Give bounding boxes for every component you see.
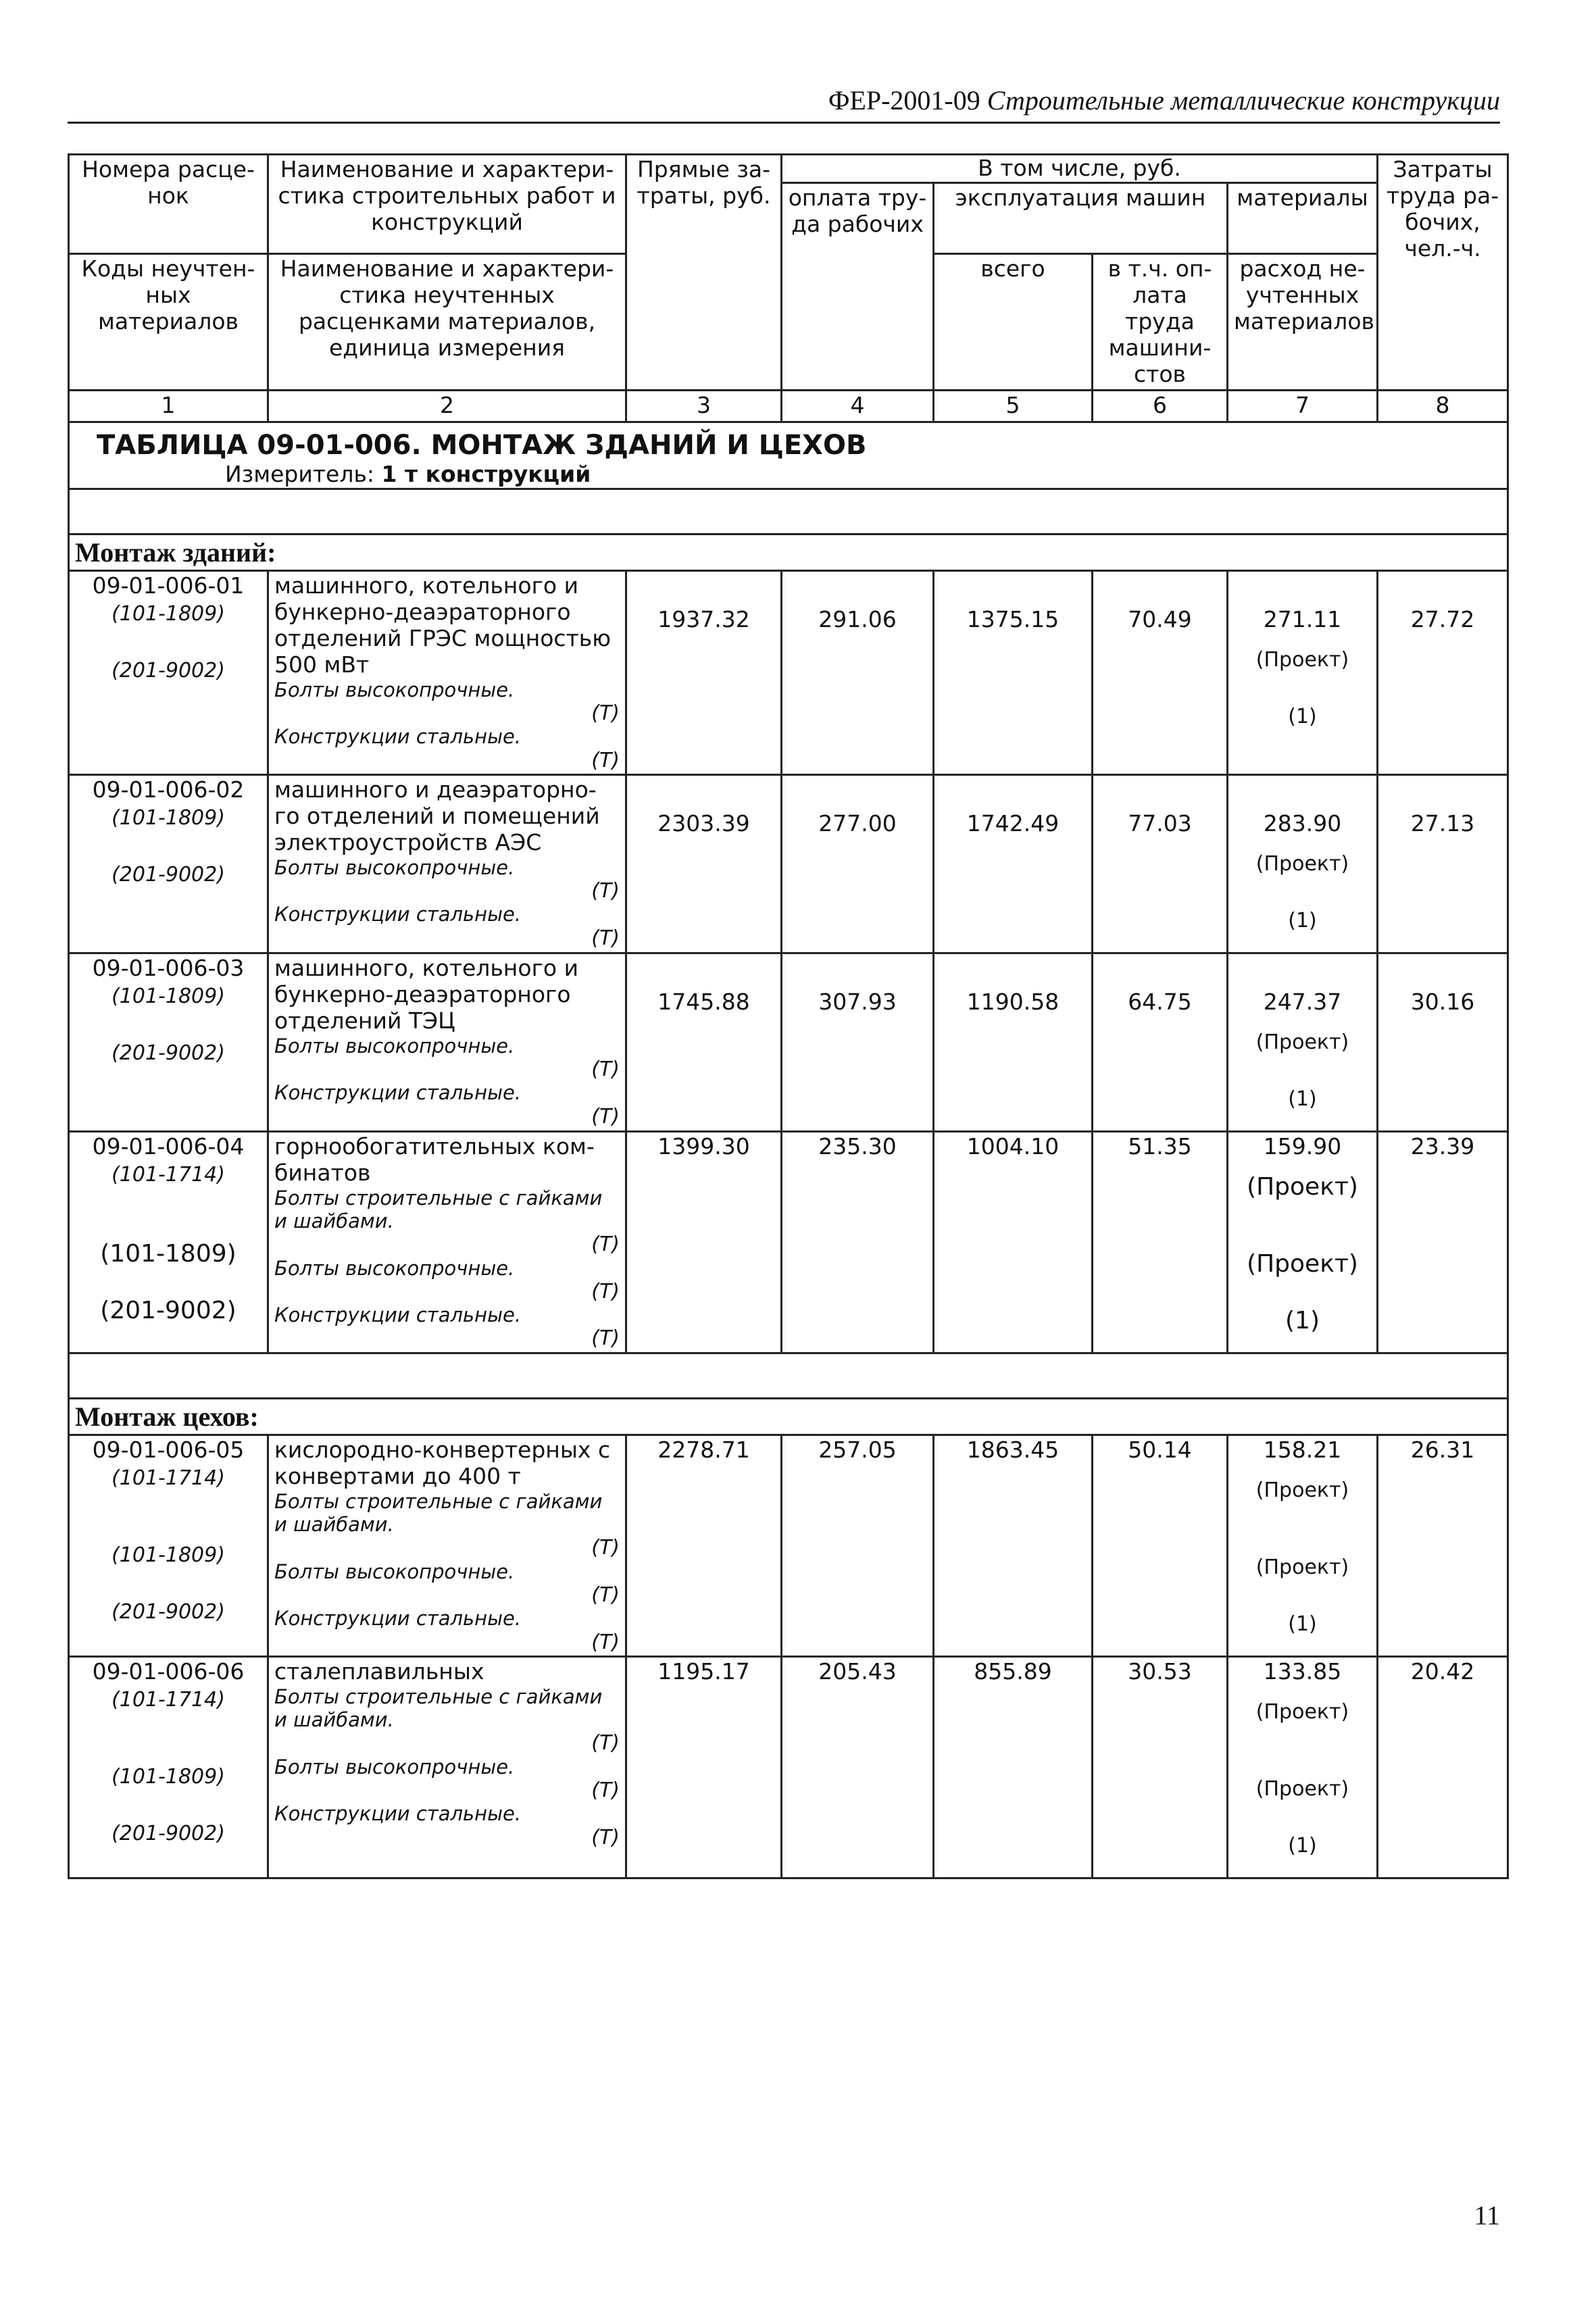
table-row (69, 1656, 1508, 1878)
column-number: 6 (1093, 390, 1228, 422)
material-entry (274, 903, 620, 950)
document-title: Строительные металлические конструкции (987, 85, 1500, 116)
rate-name: горнообогатительных ком-бинатов (274, 1132, 595, 1186)
spacer-cell (69, 1353, 1508, 1398)
rate-name: машинного и деаэраторно-го отделений и помещений электроустройств АЭС (274, 776, 600, 855)
material-name: Болты высокопрочные. (274, 1560, 515, 1583)
material-entry (274, 1560, 620, 1608)
material-entry (274, 1081, 620, 1128)
material-unit: (Т) (591, 1233, 620, 1257)
machines-total: 855.89 (934, 1656, 1093, 1878)
header-material-codes: Коды неучтен-ных материалов (69, 254, 268, 391)
direct-costs: 2303.39 (626, 774, 782, 953)
material-entry (274, 725, 620, 772)
material-qty: (Проект) (1255, 1776, 1349, 1801)
material-entry (274, 1257, 620, 1304)
rate-name-cell (268, 1435, 626, 1656)
rate-name-cell (268, 1656, 626, 1878)
rate-code: 09-01-006-04 (92, 1132, 245, 1160)
column-number: 7 (1228, 390, 1378, 422)
materials-cell (1228, 1435, 1378, 1656)
material-name: Конструкции стальные. (274, 1081, 522, 1105)
material-entry (274, 1802, 620, 1849)
rate-code-cell (69, 1656, 268, 1878)
materials-cell (1228, 1131, 1378, 1353)
rate-code: 09-01-006-05 (92, 1436, 245, 1463)
header-labor-hours: Затраты труда ра-бочих, чел.-ч. (1378, 155, 1508, 391)
machines-total: 1375.15 (934, 571, 1093, 775)
material-name: Конструкции стальные. (274, 1607, 522, 1631)
material-unit: (Т) (591, 1326, 620, 1351)
section-row (69, 534, 1508, 570)
material-code: (101-1809) (111, 984, 225, 1008)
material-unit: (Т) (591, 879, 620, 903)
machinist-pay: 50.14 (1093, 1435, 1228, 1656)
material-qty: (1) (1288, 1833, 1317, 1858)
material-unit: (Т) (591, 1536, 620, 1560)
direct-costs: 1399.30 (626, 1131, 782, 1353)
rate-code: 09-01-006-01 (92, 572, 245, 599)
materials-cell (1228, 774, 1378, 953)
rate-code-cell (69, 571, 268, 775)
header-machinist-pay: в т.ч. оп-лата труда машини-стов (1093, 254, 1228, 391)
material-qty: (Проект) (1255, 1555, 1349, 1579)
material-entry (274, 1490, 620, 1560)
section-title: Монтаж цехов: (69, 1398, 1508, 1435)
spacer-cell (69, 489, 1508, 534)
column-number: 4 (782, 390, 934, 422)
direct-costs: 2278.71 (626, 1435, 782, 1656)
direct-costs: 1937.32 (626, 571, 782, 775)
material-code: (101-1714) (111, 1466, 225, 1490)
rate-name: машинного, котельного и бункерно-деаэраторного отделений ГРЭС мощностью 500 мВт (274, 572, 612, 678)
spacer-row (69, 1353, 1508, 1398)
labor-hours: 27.13 (1378, 774, 1508, 953)
header-unaccounted-materials: расход не-учтенных материалов (1228, 254, 1378, 391)
rate-name-cell (268, 774, 626, 953)
material-name: Болты строительные с гайками и шайбами. (274, 1489, 603, 1537)
material-unit: (Т) (591, 1630, 620, 1654)
material-code: (101-1809) (111, 601, 225, 626)
material-entry (274, 1187, 620, 1257)
material-unit: (Т) (591, 701, 620, 725)
rate-name: машинного, котельного и бункерно-деаэраторного отделений ТЭЦ (274, 954, 579, 1034)
machinist-pay: 30.53 (1093, 1656, 1228, 1878)
rate-code-cell (69, 1435, 268, 1656)
material-qty: (Проект) (1255, 1030, 1349, 1054)
material-qty: (1) (1288, 1087, 1317, 1111)
material-code: (201-9002) (100, 1296, 236, 1324)
material-qty: (1) (1288, 704, 1317, 728)
page-header (68, 80, 1500, 124)
material-name: Болты высокопрочные. (274, 1755, 515, 1778)
material-qty: (1) (1288, 1612, 1317, 1636)
material-entry (274, 856, 620, 903)
material-name: Конструкции стальные. (274, 725, 522, 749)
labor-hours: 20.42 (1378, 1656, 1508, 1878)
material-code: (101-1809) (111, 1543, 225, 1567)
material-qty: (1) (1288, 908, 1317, 932)
material-qty: (Проект) (1247, 1249, 1358, 1278)
machinist-pay: 77.03 (1093, 774, 1228, 953)
labor-pay: 277.00 (782, 774, 934, 953)
materials-value: 159.90 (1263, 1132, 1342, 1160)
column-number: 2 (268, 390, 626, 422)
material-code: (101-1714) (111, 1162, 225, 1187)
column-number-row (69, 390, 1508, 422)
material-unit: (Т) (591, 1104, 620, 1128)
header-material-names: Наименование и характери-стика неучтенных расценками материалов, единица измерения (268, 254, 626, 391)
header-row-1 (69, 155, 1508, 183)
material-code: (101-1809) (111, 805, 225, 830)
materials-cell (1228, 1656, 1378, 1878)
machines-total: 1863.45 (934, 1435, 1093, 1656)
table-title-row (69, 422, 1508, 489)
materials-cell (1228, 953, 1378, 1131)
rate-code: 09-01-006-06 (92, 1658, 245, 1685)
material-entry (274, 678, 620, 726)
header-direct-costs: Прямые за-траты, руб. (626, 155, 782, 391)
materials-value: 133.85 (1263, 1658, 1342, 1685)
material-unit: (Т) (591, 1057, 620, 1081)
rate-name: сталеплавильных (274, 1658, 484, 1685)
labor-hours: 30.16 (1378, 953, 1508, 1131)
direct-costs: 1195.17 (626, 1656, 782, 1878)
labor-pay: 257.05 (782, 1435, 934, 1656)
machinist-pay: 64.75 (1093, 953, 1228, 1131)
header-including-group: В том числе, руб. (782, 155, 1378, 183)
labor-pay: 307.93 (782, 953, 934, 1131)
material-entry (274, 1685, 620, 1756)
labor-pay: 205.43 (782, 1656, 934, 1878)
material-entry (274, 1035, 620, 1082)
material-name: Конструкции стальные. (274, 903, 522, 926)
material-unit: (Т) (591, 926, 620, 950)
table-row (69, 571, 1508, 775)
machines-total: 1742.49 (934, 774, 1093, 953)
material-code: (101-1714) (111, 1687, 225, 1712)
rates-table (68, 153, 1509, 1879)
table-row (69, 953, 1508, 1131)
column-number: 5 (934, 390, 1093, 422)
column-number: 1 (69, 390, 268, 422)
table-row (69, 1131, 1508, 1353)
material-name: Конструкции стальные. (274, 1802, 522, 1826)
material-code: (201-9002) (111, 1041, 225, 1065)
table-row (69, 1435, 1508, 1656)
material-qty: (1) (1285, 1306, 1320, 1335)
rate-name: кислородно-конвертерных с конвертами до 400 т (274, 1436, 611, 1489)
header-rate-number: Номера расце-нок (69, 155, 268, 254)
column-number: 8 (1378, 390, 1508, 422)
material-qty: (Проект) (1255, 647, 1349, 672)
material-name: Болты высокопрочные. (274, 855, 515, 879)
page-number: 11 (1474, 2200, 1500, 2231)
labor-hours: 26.31 (1378, 1435, 1508, 1656)
rate-name-cell (268, 1131, 626, 1353)
labor-hours: 27.72 (1378, 571, 1508, 775)
unit-line (70, 462, 1507, 488)
material-code: (201-9002) (111, 658, 225, 682)
machinist-pay: 51.35 (1093, 1131, 1228, 1353)
rate-code-cell (69, 953, 268, 1131)
header-labor-pay: оплата тру-да рабочих (782, 182, 934, 390)
material-name: Болты высокопрочные. (274, 1034, 515, 1057)
material-code: (201-9002) (111, 862, 225, 887)
column-number: 3 (626, 390, 782, 422)
material-entry (274, 1607, 620, 1654)
machines-total: 1004.10 (934, 1131, 1093, 1353)
material-qty: (Проект) (1255, 1478, 1349, 1502)
material-code: (101-1809) (100, 1239, 236, 1268)
material-unit: (Т) (591, 1583, 620, 1607)
material-entry (274, 1303, 620, 1351)
material-name: Болты высокопрочные. (274, 678, 515, 701)
section-row (69, 1398, 1508, 1435)
table-row (69, 774, 1508, 953)
material-name: Болты строительные с гайками и шайбами. (274, 1186, 603, 1233)
material-unit: (Т) (591, 1825, 620, 1849)
material-unit: (Т) (591, 1731, 620, 1756)
unit-label: Измеритель: (225, 460, 375, 487)
materials-value: 158.21 (1263, 1436, 1342, 1463)
material-name: Болты высокопрочные. (274, 1256, 515, 1280)
material-unit: (Т) (591, 748, 620, 772)
labor-pay: 235.30 (782, 1131, 934, 1353)
material-unit: (Т) (591, 1778, 620, 1802)
material-qty: (Проект) (1247, 1172, 1358, 1201)
header-work-name: Наименование и характери-стика строительных работ и конструкций (268, 155, 626, 254)
header-materials-group: материалы (1228, 182, 1378, 253)
rate-code-cell (69, 774, 268, 953)
rate-name-cell (268, 953, 626, 1131)
material-code: (201-9002) (111, 1599, 225, 1624)
spacer-row (69, 489, 1508, 534)
machinist-pay: 70.49 (1093, 571, 1228, 775)
rate-code: 09-01-006-03 (92, 954, 245, 981)
rate-code-cell (69, 1131, 268, 1353)
unit-value: 1 т конструкций (381, 460, 591, 487)
material-name: Болты строительные с гайками и шайбами. (274, 1685, 603, 1732)
table-title: ТАБЛИЦА 09-01-006. МОНТАЖ ЗДАНИЙ И ЦЕХОВ (97, 429, 867, 461)
machines-total: 1190.58 (934, 953, 1093, 1131)
section-title: Монтаж зданий: (69, 534, 1508, 570)
material-unit: (Т) (591, 1279, 620, 1303)
materials-cell (1228, 571, 1378, 775)
material-code: (201-9002) (111, 1821, 225, 1845)
material-entry (274, 1756, 620, 1803)
materials-value: 247.37 (1263, 988, 1342, 1015)
rate-code: 09-01-006-02 (92, 776, 245, 803)
labor-pay: 291.06 (782, 571, 934, 775)
materials-value: 283.90 (1263, 810, 1342, 837)
materials-value: 271.11 (1263, 606, 1342, 632)
labor-hours: 23.39 (1378, 1131, 1508, 1353)
material-qty: (Проект) (1255, 851, 1349, 876)
document-code: ФЕР-2001-09 (828, 85, 980, 116)
rate-name-cell (268, 571, 626, 775)
material-name: Конструкции стальные. (274, 1303, 522, 1327)
material-qty: (Проект) (1255, 1699, 1349, 1724)
header-machines-total: всего (934, 254, 1093, 391)
header-machines-group: эксплуатация машин (934, 182, 1228, 253)
material-code: (101-1809) (111, 1764, 225, 1789)
direct-costs: 1745.88 (626, 953, 782, 1131)
